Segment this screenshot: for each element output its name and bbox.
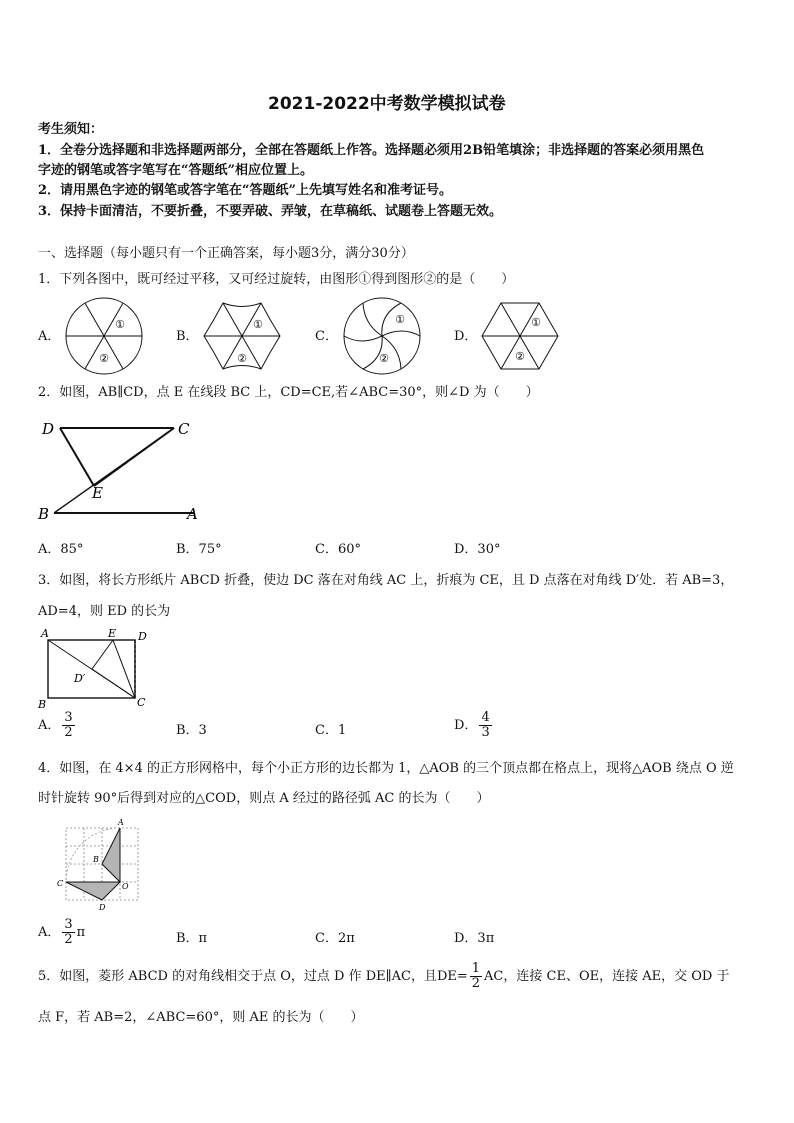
q4-option-a-den: 2 <box>64 932 73 947</box>
q2-label-c: C <box>178 420 190 438</box>
question-3-stem-1: 3．如图，将长方形纸片 ABCD 折叠，使边 DC 落在对角线 AC 上，折痕为 CE，且 D 点落在对角线 D′处．若 AB=3， <box>38 573 734 588</box>
q1-option-c: C． <box>315 329 338 344</box>
q4-option-c: C．2π <box>315 931 355 946</box>
q3-option-a-fraction <box>62 711 74 740</box>
q3-option-a-prefix: A． <box>38 718 61 733</box>
q1a-mark-2: ② <box>99 352 109 365</box>
q5-fraction-num: 1 <box>471 961 481 976</box>
q1c-mark-1: ① <box>395 313 405 326</box>
q2-option-b: B．75° <box>176 542 222 557</box>
q3-label-d-prime: D′ <box>74 672 86 685</box>
q2-option-d: D．30° <box>454 542 501 557</box>
q1-figure-a <box>62 296 146 376</box>
q2-option-c: C．60° <box>315 542 361 557</box>
question-2-stem: 2．如图，AB∥CD，点 E 在线段 BC 上，CD=CE,若∠ABC=30°，则∠D 为（ ） <box>38 385 539 400</box>
q3-label-a: A <box>41 627 49 640</box>
q3-option-a <box>38 711 77 740</box>
q1-figure-b <box>200 296 284 376</box>
q4-option-d: D．3π <box>454 931 495 946</box>
question-3-stem-2: AD=4，则 ED 的长为 <box>38 604 171 619</box>
q3-option-a-den: 2 <box>64 725 73 740</box>
q4-option-a-num: 3 <box>64 917 73 932</box>
q3-label-e: E <box>108 627 117 640</box>
q3-option-d <box>454 711 494 740</box>
section-heading: 一、选择题（每小题只有一个正确答案，每小题3分，满分30分） <box>38 246 414 261</box>
q4-label-o: O <box>122 882 129 891</box>
q5-stem-part-a: 5．如图，菱形 ABCD 的对角线相交于点 O，过点 D 作 DE∥AC，且DE= <box>38 969 468 984</box>
page-title: 2021-2022中考数学模拟试卷 <box>268 94 506 114</box>
q4-option-a-suffix: π <box>76 925 86 940</box>
q4-figure <box>54 816 150 916</box>
q4-label-d: D <box>99 903 106 912</box>
question-5-stem-1 <box>38 962 729 991</box>
q4-option-b: B．π <box>176 931 208 946</box>
q2-label-d: D <box>42 420 55 438</box>
q3-label-c: C <box>137 696 146 709</box>
q3-option-a-num: 3 <box>64 710 73 725</box>
notice-heading: 考生须知： <box>38 122 104 137</box>
q4-label-a: A <box>118 818 124 827</box>
q3-figure <box>36 626 156 714</box>
q5-fraction-den: 2 <box>471 976 481 991</box>
question-1-stem: 1．下列各图中，既可经过平移，又可经过旋转，由图形①得到图形②的是（ ） <box>38 272 515 287</box>
q4-option-a-prefix: A． <box>38 925 61 940</box>
notice-item-2: 2．请用黑色字迹的钢笔或答字笔在“答题纸”上先填写姓名和准考证号。 <box>38 183 453 198</box>
question-4-stem-1: 4．如图，在 4×4 的正方形网格中，每个小正方形的边长都为 1，△AOB 的三个顶点都在格点上，现将△AOB 绕点 O 逆 <box>38 761 734 776</box>
q2-figure <box>36 416 206 526</box>
q1c-mark-2: ② <box>379 352 389 365</box>
q3-option-d-num: 4 <box>481 710 490 725</box>
q3-option-c: C．1 <box>315 723 347 738</box>
q1d-mark-1: ① <box>531 316 541 329</box>
notice-item-1b: 字迹的钢笔或答字笔写在“答题纸”相应位置上。 <box>38 163 313 178</box>
q4-option-a <box>38 918 85 947</box>
q1-option-b: B． <box>176 329 199 344</box>
q3-option-d-prefix: D． <box>454 718 478 733</box>
q1-figure-d <box>478 296 562 376</box>
q1b-mark-1: ① <box>253 318 263 331</box>
q1a-mark-1: ① <box>115 318 125 331</box>
q4-label-b: B <box>93 855 99 864</box>
notice-item-1a: 1．全卷分选择题和非选择题两部分，全部在答题纸上作答。选择题必须用2B铅笔填涂；非选择题的答案必须用黑色 <box>38 143 705 158</box>
q2-label-a: A <box>187 505 198 523</box>
q1d-mark-2: ② <box>515 350 525 363</box>
q5-fraction <box>470 962 482 991</box>
q3-option-d-den: 3 <box>481 725 490 740</box>
question-5-stem-2: 点 F，若 AB=2，∠ABC=60°，则 AE 的长为（ ） <box>38 1010 364 1025</box>
q1-figure-c <box>340 296 424 376</box>
q1b-mark-2: ② <box>237 352 247 365</box>
question-4-stem-2: 时针旋转 90°后得到对应的△COD，则点 A 经过的路径弧 AC 的长为（ ） <box>38 791 490 806</box>
q3-label-b: B <box>38 698 47 711</box>
q1-option-d: D． <box>454 329 478 344</box>
q3-option-d-fraction <box>479 711 491 740</box>
q4-label-c: C <box>57 879 64 888</box>
q2-option-a: A．85° <box>38 542 84 557</box>
q4-option-a-fraction <box>62 918 74 947</box>
q2-label-b: B <box>38 505 50 523</box>
q3-label-d: D <box>138 630 147 643</box>
q3-option-b: B．3 <box>176 723 207 738</box>
q2-label-e: E <box>92 484 103 502</box>
notice-item-3: 3．保持卡面清洁，不要折叠，不要弄破、弄皱，在草稿纸、试题卷上答题无效。 <box>38 204 503 219</box>
q5-stem-part-b: AC，连接 CE、OE，连接 AE，交 OD 于 <box>484 969 730 984</box>
q1-option-a: A． <box>38 329 61 344</box>
